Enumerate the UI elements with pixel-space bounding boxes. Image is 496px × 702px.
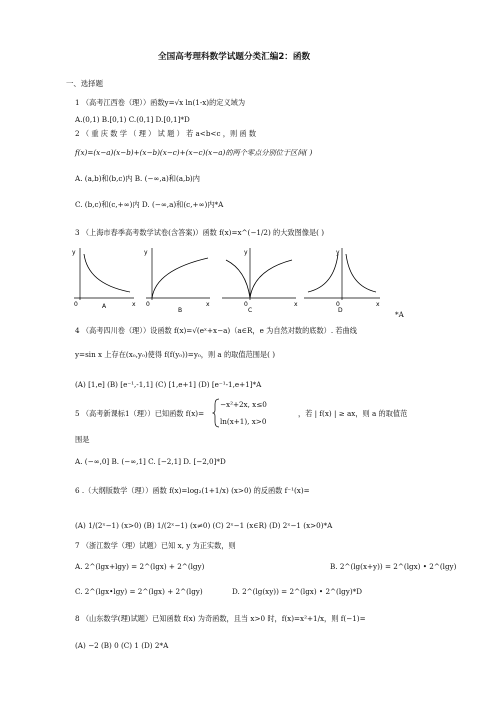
q2-options-ab: A. (a,b)和(b,c)内 B. (−∞,a)和(a,b)内 (75, 174, 200, 183)
q3-answer: *A (395, 310, 404, 319)
q5-options: A. (−∞,0] B. (−∞,1] C. [−2,1] D. [−2,0]*D (75, 457, 226, 466)
q2-stem-line2: f(x)=(x−a)(x−b)+(x−b)(x−c)+(x−c)(x−a)的两个零点分别位于区间( ) (75, 148, 313, 157)
q4-options: (A) [1,e] (B) [e⁻¹,-1,1] (C) [1,e+1] (D) [e⁻¹-1,e+1]*A (75, 380, 262, 389)
graph-c (222, 248, 298, 314)
q8-options: (A) −2 (B) 0 (C) 1 (D) 2*A (75, 641, 169, 650)
graph-c-origin: 0 (244, 301, 248, 308)
graph-b-y-label: y (144, 249, 148, 256)
graph-a-origin: 0 (74, 301, 78, 308)
graph-b-origin: 0 (146, 301, 150, 308)
graph-a-y-label: y (72, 249, 76, 256)
graph-c-y-label: y (244, 249, 248, 256)
q4-stem-line1: 4 （高考四川卷（理））设函数 f(x)=√(eˣ+x−a)（a∈R，e 为自然对数的底数）. 若曲线 (75, 326, 357, 335)
graph-d (304, 248, 380, 314)
graph-a (72, 248, 136, 310)
q5-stem-end: ，若 | f(x) | ≥ ax，则 a 的取值范 (298, 409, 408, 418)
q7-option-b: B. 2^(lg(x+y)) = 2^(lgx) • 2^(lgy) (330, 562, 457, 571)
q3-graphs (70, 244, 400, 320)
q8-stem: 8 （山东数学(理)试题）已知函数 f(x) 为奇函数，且当 x>0 时，f(x)=x²+1/x，则 f(−1)= (75, 614, 366, 623)
q2-stem-line1: 2 （ 重 庆 数 学 （ 理 ） 试 题 ） 若 a<b<c ，则 函 数 (75, 129, 257, 138)
graph-d-letter: D (338, 307, 343, 314)
graph-d-x-label: x (376, 301, 380, 308)
q5-stem-start: 5 （高考新课标1（理））已知函数 f(x)= (75, 409, 205, 418)
graph-b-letter: B (178, 307, 183, 314)
q5-piece-1: −x²+2x, x≤0 (220, 400, 267, 409)
q7-stem: 7 （浙江数学（理）试题）已知 x, y 为正实数，则 (75, 541, 236, 550)
q2-options-cd: C. (b,c)和(c,+∞)内 D. (−∞,a)和(c,+∞)内*A (75, 200, 224, 209)
graph-a-letter: A (102, 303, 107, 310)
q7-option-c: C. 2^(lgx•lgy) = 2^(lgx) + 2^(lgy) (75, 587, 203, 596)
q7-option-d: D. 2^(lg(xy)) = 2^(lgx) • 2^(lgy)*D (232, 587, 362, 596)
graph-b-x-label: x (206, 301, 210, 308)
graph-b (144, 248, 210, 314)
q5-stem-tail: 围是 (75, 435, 90, 444)
graph-c-letter: C (248, 307, 253, 314)
graph-a-x-label: x (132, 301, 136, 308)
page-title: 全国高考理科数学试题分类汇编2：函数 (158, 52, 311, 62)
q6-options: (A) 1/(2ˣ−1) (x>0) (B) 1/(2ˣ−1) (x≠0) (C) 2ˣ−1 (x∈R) (D) 2ˣ−1 (x>0)*A (75, 521, 333, 530)
q5-brace (212, 398, 220, 428)
graph-d-origin: 0 (336, 301, 340, 308)
graph-d-y-label: y (336, 249, 340, 256)
graph-c-x-label: x (294, 301, 298, 308)
q7-option-a: A. 2^(lgx+lgy) = 2^(lgx) + 2^(lgy) (75, 562, 205, 571)
q6-stem: 6 .（大纲版数学（理））函数 f(x)=log₂(1+1/x) (x>0) 的反函数 f⁻¹(x)= (75, 486, 310, 495)
q1-stem: 1 （高考江西卷（理））函数y=√x ln(1-x)的定义域为 (75, 98, 246, 107)
section-heading: 一、选择题 (66, 79, 103, 88)
q5-piece-2: ln(x+1), x>0 (220, 417, 267, 426)
q3-stem: 3 （上海市春季高考数学试卷(含答案)）函数 f(x)=x^(−1/2) 的大致图像是( ) (75, 228, 325, 237)
q4-stem-line2: y=sin x 上存在(x₀,y₀)使得 f(f(y₀))=y₀，则 a 的取值范围是( ) (75, 350, 276, 359)
q1-options: A.(0,1) B.[0,1) C.(0,1] D.[0,1]*D (75, 115, 190, 124)
